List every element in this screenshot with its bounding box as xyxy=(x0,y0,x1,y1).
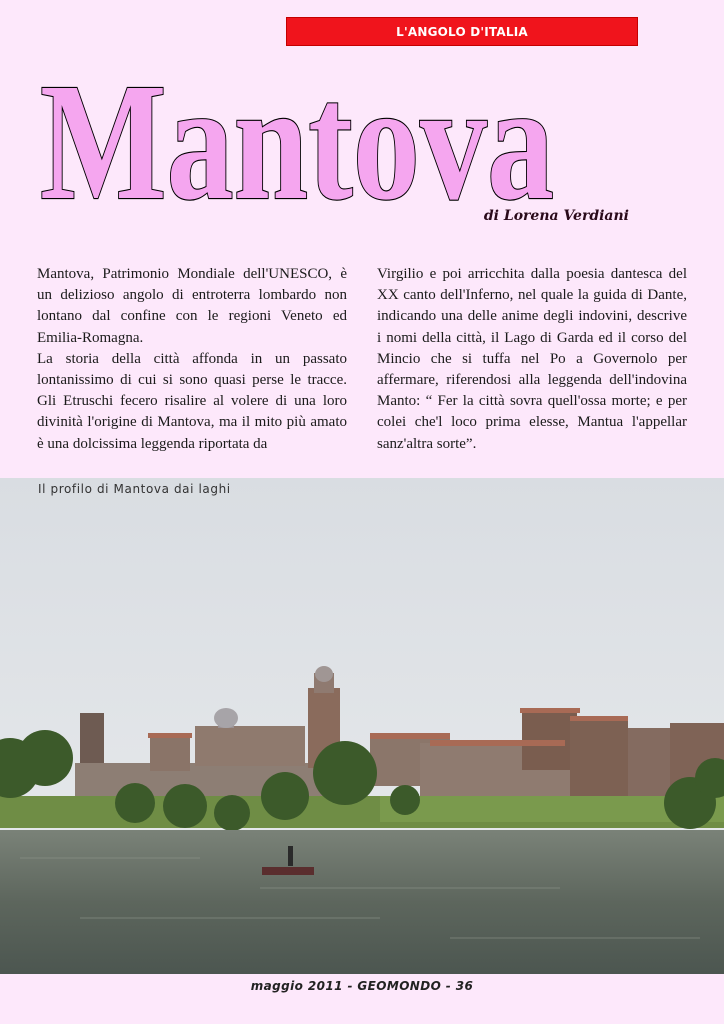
section-label: L'ANGOLO D'ITALIA xyxy=(396,24,528,39)
section-banner xyxy=(286,17,638,46)
article-column-left xyxy=(37,264,347,455)
paragraph: Mantova, Patrimonio Mondiale dell'UNESCO, è un delizioso angolo di entroterra lombardo non lontano dal confine con le regioni Veneto ed Emilia-Romagna. xyxy=(37,266,347,346)
city-skyline-photo xyxy=(0,478,724,974)
article-column-right xyxy=(377,264,687,455)
paragraph: La storia della città affonda in un passato lontanissimo di cui si sono quasi perse le tracce. Gli Etruschi fecero risalire al volere di una loro divinità l'origine di Mantova, ma il mito più amato è una dolcissima leggenda riportata da xyxy=(37,350,347,452)
page-footer: maggio 2011 - GEOMONDO - 36 xyxy=(250,979,474,993)
page-title-text: Mantova xyxy=(40,60,554,210)
author-byline: di Lorena Verdiani xyxy=(483,208,629,224)
page-title xyxy=(38,60,558,210)
photo-caption: Il profilo di Mantova dai laghi xyxy=(38,482,231,496)
paragraph: Virgilio e poi arricchita dalla poesia dantesca del XX canto dell'Inferno, nel quale la guida di Dante, indicando una delle anime degli indovini, descrive i nomi della città, il Lago di Garda ed il corso del Mincio che si tuffa nel Po a Governolo per affermare, riferendosi alla leggenda dell'indovina Manto: “ Fer la città sovra quell'ossa morte; e per colei che'l loco prima elesse, Mantua l'appellar sanz'altra sorte”. xyxy=(377,266,687,452)
